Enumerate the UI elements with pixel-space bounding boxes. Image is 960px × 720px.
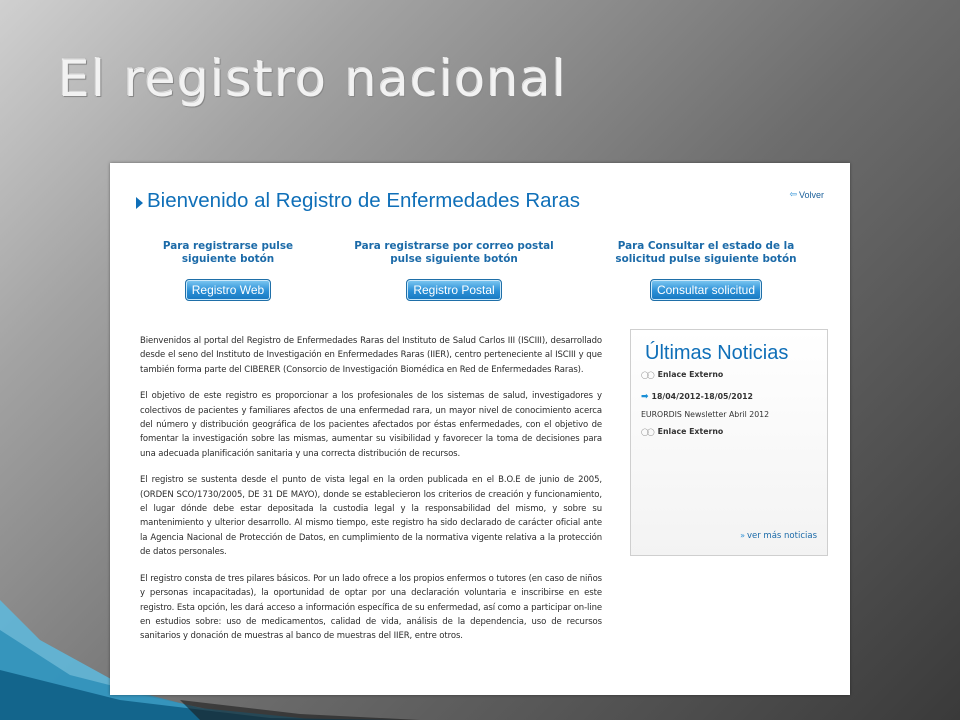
more-news-label: ver más noticias [746, 531, 817, 541]
news-headline[interactable]: EURORDIS Newsletter Abril 2012 [641, 410, 770, 419]
news-title: Últimas Noticias [645, 342, 789, 364]
action-text-line: solicitud pulse siguiente botón [615, 253, 797, 265]
news-link-label: Enlace Externo [657, 370, 724, 379]
page-header [134, 189, 824, 219]
intro-paragraph: El objetivo de este registro es proporcionar a los profesionales de los sistemas de salud, investigadores y colectivos de pacientes y familiares afectos de una enfermedad rara, un mayor nivel de conocimiento acerca del número y distribución geográfica de los pacientes afectados por éstas enfermedades, con el objetivo de fomentar la investigación sobre las mismas, aumentar su visibilidad y favorecer la toma de decisiones para una adecuada planificación sanitaria y una correcta distribución de recursos. [140, 391, 602, 459]
back-link[interactable] [789, 189, 824, 200]
action-text-line: Para registrarse por correo postal [354, 240, 554, 252]
news-date-label: 18/04/2012-18/05/2012 [651, 392, 753, 401]
web-registration-block [154, 240, 302, 301]
registry-page-screenshot [110, 163, 850, 695]
more-news-link[interactable] [740, 531, 817, 541]
back-arrow-icon: ⇦ [789, 189, 797, 199]
action-text-line: Para registrarse pulse [162, 240, 294, 252]
action-text-line: pulse siguiente botón [390, 253, 518, 265]
web-registration-button[interactable]: Registro Web [185, 279, 271, 301]
check-request-block [602, 240, 810, 301]
double-chevron-icon: » [740, 531, 745, 540]
news-date [641, 392, 753, 402]
intro-paragraph: El registro se sustenta desde el punto de vista legal en la orden publicada en el B.O.E de junio de 2005, (ORDEN SCO/1730/2005, DE 31 DE MAYO), donde se establecieron los criterios de creación y funcionamiento, el lugar dónde debe estar depositada la custodia legal y la responsabilidad del mismo, y sobre su mantenimiento y ulterior desarrollo. Al mismo tiempo, este registro ha sido declarado de carácter oficial ante la Agencia Nacional de Protección de Datos, en cumplimiento de la normativa vigente relativa a la protección de datos personales. [140, 475, 602, 558]
news-panel [630, 329, 828, 556]
date-arrow-icon: ➡ [641, 392, 649, 402]
news-external-link[interactable] [641, 427, 723, 436]
back-link-label: Volver [798, 189, 824, 200]
action-text-line: Para Consultar el estado de la [617, 240, 795, 252]
external-link-icon: ◯◯ [641, 371, 653, 379]
postal-registration-block [344, 240, 564, 301]
page-heading: Bienvenido al Registro de Enfermedades Raras [147, 189, 581, 212]
intro-text [140, 334, 602, 656]
external-link-icon: ◯◯ [641, 428, 653, 436]
action-text-line: siguiente botón [181, 253, 275, 265]
heading-arrow-icon [136, 197, 143, 209]
check-request-button[interactable]: Consultar solicitud [650, 279, 762, 301]
slide-title: El registro nacional [58, 50, 568, 108]
intro-paragraph: El registro consta de tres pilares básicos. Por un lado ofrece a los propios enfermos o tutores (en caso de niños y personas incapacitadas), la oportunidad de optar por una declaración voluntaria e inscribirse en este registro. Esta opción, les dará acceso a información específica de su enfermedad, así como a participar on-line en estudios sobre: uso de medicamentos, calidad de vida, análisis de la dependencia, uso de recursos sanitarios y donación de muestras al banco de muestras del IIER, entre otros. [140, 573, 602, 642]
news-external-link[interactable] [641, 370, 723, 379]
postal-registration-button[interactable]: Registro Postal [406, 279, 501, 301]
news-link-label: Enlace Externo [657, 427, 724, 436]
intro-paragraph: Bienvenidos al portal del Registro de Enfermedades Raras del Instituto de Salud Carlos III (ISCIII), desarrollado desde el seno del Instituto de Investigación en Enfermedades Raras (IIER), centro perteneciente al ISCIII y que también forma parte del CIBERER (Consorcio de Investigación Biomédica en Red de Enfermedades Raras). [140, 336, 602, 375]
